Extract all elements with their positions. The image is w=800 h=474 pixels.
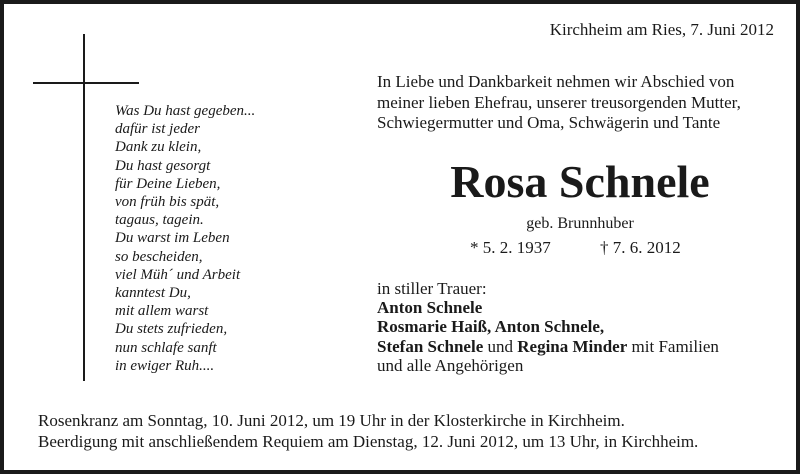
mourner-line [377, 317, 719, 336]
intro-line: meiner lieben Ehefrau, unserer treusorgenden Mutter, [377, 92, 741, 112]
poem-line: in ewiger Ruh.... [115, 357, 215, 374]
intro-line: In Liebe und Dankbarkeit nehmen wir Abschied von [377, 72, 735, 91]
poem-line: dafür ist jeder [115, 121, 200, 138]
deceased-name: Rosa Schnele [450, 156, 710, 207]
mourner-conjunction: und [483, 336, 518, 356]
mourners-list [377, 279, 719, 375]
poem-line: mit allem warst [115, 303, 209, 320]
mourner-line [377, 337, 719, 356]
mourner-line: und alle Angehörigen [377, 355, 524, 375]
poem-line: Du stets zufrieden, [115, 321, 228, 338]
poem-line: Was Du hast gegeben... [115, 103, 256, 119]
service-details [38, 411, 698, 452]
intro-line: Schwiegermutter und Oma, Schwägerin und Tante [377, 113, 721, 132]
mourners-heading: in stiller Trauer: [377, 279, 487, 298]
poem-line: Dank zu klein, [115, 139, 202, 156]
poem-line: tagaus, tagein. [115, 212, 204, 229]
death-date: † 7. 6. 2012 [600, 238, 681, 257]
mourner-name: Rosmarie Haiß, Anton Schnele, [377, 317, 605, 337]
poem-line: für Deine Lieben, [115, 175, 221, 192]
farewell-intro [377, 72, 741, 134]
cross-vertical-bar [83, 34, 85, 381]
maiden-name: geb. Brunnhuber [526, 215, 634, 232]
poem-line: kanntest Du, [115, 285, 191, 302]
mourner-name: Anton Schnele [377, 298, 483, 318]
mourner-name: Stefan Schnele [377, 336, 484, 356]
poem-line: so bescheiden, [115, 248, 203, 265]
funeral-info: Beerdigung mit anschließendem Requiem am Dienstag, 12. Juni 2012, um 13 Uhr, in Kirchheim. [38, 431, 699, 451]
poem-line: von früh bis spät, [115, 194, 220, 211]
mourner-name: Regina Minder [517, 336, 628, 356]
poem-line: viel Müh´ und Arbeit [115, 266, 241, 283]
poem-line: nun schlafe sanft [115, 339, 217, 356]
birth-date: * 5. 2. 1937 [470, 238, 551, 257]
cross-horizontal-bar [33, 82, 139, 84]
rosary-info: Rosenkranz am Sonntag, 10. Juni 2012, um 19 Uhr in der Klosterkirche in Kirchheim. [38, 411, 625, 430]
poem-line: Du hast gesorgt [115, 157, 211, 174]
memorial-poem [115, 102, 255, 375]
mourner-suffix: mit Familien [627, 336, 719, 356]
place-date: Kirchheim am Ries, 7. Juni 2012 [549, 20, 774, 39]
mourner-line [377, 298, 719, 317]
poem-line: Du warst im Leben [115, 230, 230, 247]
